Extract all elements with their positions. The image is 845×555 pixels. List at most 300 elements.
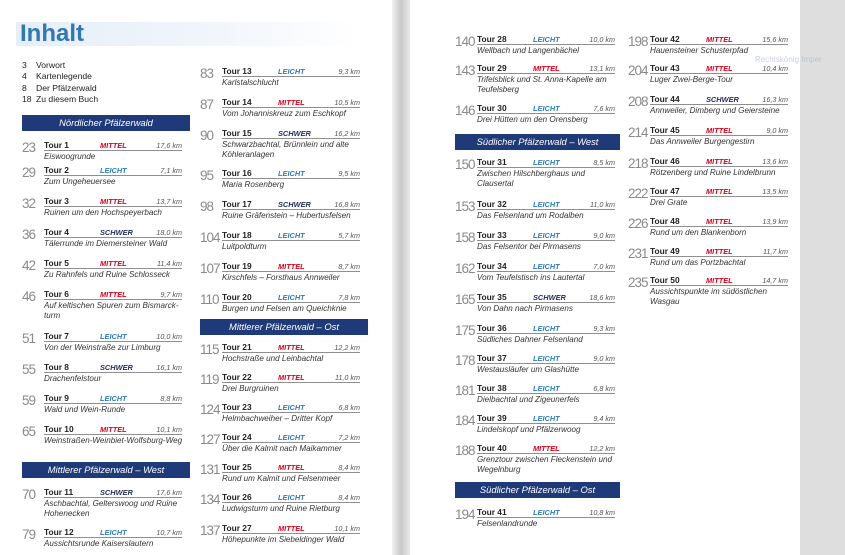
- tour-title: Tour 24: [222, 432, 252, 442]
- tour-page-number: 175: [455, 323, 475, 338]
- tour-page-number: 222: [628, 186, 648, 201]
- tour-entry[interactable]: [200, 401, 360, 429]
- tour-page-number: 87: [200, 97, 214, 112]
- tour-description: Ruinen um den Hochspeyerbach: [44, 207, 162, 217]
- tour-distance: 10,0 km: [156, 332, 182, 341]
- tour-description: Eiswoogrunde: [44, 151, 96, 161]
- tour-title: Tour 9: [44, 393, 69, 403]
- tour-entry[interactable]: [455, 382, 615, 410]
- tour-entry[interactable]: [455, 198, 615, 226]
- tour-entry[interactable]: [628, 33, 788, 61]
- tour-description: Grenztour zwischen Fleckenstein und Wegelnburg: [477, 454, 612, 474]
- tour-entry[interactable]: [455, 260, 615, 288]
- tour-title: Tour 1: [44, 140, 69, 150]
- difficulty-badge: MITTEL: [100, 140, 127, 150]
- tour-entry[interactable]: [22, 226, 182, 254]
- tour-page-number: 140: [455, 34, 475, 49]
- tour-page-number: 29: [22, 165, 36, 180]
- tour-description: Wellbach und Langenbächel: [477, 45, 580, 55]
- tour-distance: 9,0 km: [593, 231, 615, 240]
- tour-description: Ludwigsturm und Ruine Rietburg: [222, 503, 340, 513]
- tour-entry[interactable]: [200, 491, 360, 519]
- intro-label: Vorwort: [36, 60, 66, 70]
- tour-title: Tour 30: [477, 103, 507, 113]
- intro-page-number: 8: [22, 82, 27, 93]
- tour-title: Tour 25: [222, 462, 252, 472]
- section-header: Nördlicher Pfälzerwald: [22, 115, 190, 131]
- tour-title: Tour 19: [222, 261, 252, 271]
- difficulty-badge: SCHWER: [100, 487, 133, 497]
- tour-page-number: 134: [200, 492, 220, 507]
- tour-distance: 8,4 km: [338, 463, 360, 472]
- tour-description: Südliches Dahner Felsenland: [477, 334, 583, 344]
- tour-distance: 11,7 km: [762, 247, 788, 256]
- difficulty-badge: LEICHT: [278, 492, 305, 502]
- tour-entry[interactable]: [200, 371, 360, 399]
- tour-page-number: 137: [200, 523, 220, 538]
- page-title: Inhalt: [20, 20, 84, 47]
- intro-label: Zu diesem Buch: [36, 93, 99, 104]
- tour-page-number: 59: [22, 393, 36, 408]
- difficulty-badge: LEICHT: [100, 331, 127, 341]
- tour-entry[interactable]: [455, 322, 615, 350]
- tour-page-number: 208: [628, 94, 648, 109]
- tour-distance: 13,7 km: [156, 197, 182, 206]
- section-header: Südlicher Pfälzerwald – Ost: [455, 482, 620, 498]
- intro-label: Der Pfälzerwald: [36, 82, 97, 93]
- tour-page-number: 127: [200, 432, 220, 447]
- tour-distance: 9,4 km: [593, 414, 615, 423]
- tour-distance: 13,9 km: [762, 217, 788, 226]
- tour-description: Dielbachtal und Zigeunerfels: [477, 394, 580, 404]
- difficulty-badge: MITTEL: [706, 125, 733, 135]
- tour-distance: 6,8 km: [338, 403, 360, 412]
- tour-title: Tour 12: [44, 527, 74, 537]
- tour-entry[interactable]: [455, 412, 615, 440]
- tour-title: Tour 33: [477, 230, 507, 240]
- title-bar: [16, 22, 358, 46]
- tour-distance: 18,0 km: [156, 228, 182, 237]
- difficulty-badge: LEICHT: [533, 413, 560, 423]
- tour-title: Tour 27: [222, 523, 252, 533]
- tour-title: Tour 15: [222, 128, 252, 138]
- tour-entry[interactable]: [455, 291, 615, 319]
- tour-entry[interactable]: [200, 260, 360, 288]
- tour-description: Vom Teufelstisch ins Lautertal: [477, 272, 585, 282]
- intro-item[interactable]: [22, 71, 98, 82]
- intro-item[interactable]: [22, 60, 98, 71]
- tour-entry[interactable]: [22, 257, 182, 285]
- tour-title: Tour 17: [222, 199, 252, 209]
- tour-page-number: 124: [200, 402, 220, 417]
- tour-title: Tour 39: [477, 413, 507, 423]
- intro-list: [22, 60, 98, 105]
- tour-entry[interactable]: [22, 164, 182, 192]
- tour-description: Drei Hütten um den Orensberg: [477, 114, 588, 124]
- tour-page-number: 143: [455, 63, 475, 78]
- tour-title: Tour 6: [44, 289, 69, 299]
- tour-page-number: 42: [22, 258, 36, 273]
- tour-entry[interactable]: [628, 274, 788, 306]
- tour-entry[interactable]: [200, 461, 360, 489]
- tour-entry[interactable]: [22, 288, 182, 320]
- tour-description: Drachenfelstour: [44, 373, 102, 383]
- tour-title: Tour 48: [650, 216, 680, 226]
- tour-page-number: 32: [22, 196, 36, 211]
- tour-distance: 9,5 km: [338, 169, 360, 178]
- tour-page-number: 178: [455, 353, 475, 368]
- difficulty-badge: LEICHT: [100, 527, 127, 537]
- tour-description: Maria Rosenberg: [222, 179, 285, 189]
- tour-page-number: 90: [200, 128, 214, 143]
- tour-page-number: 119: [200, 372, 219, 387]
- tour-description: Aussichtspunkte im südöstlichen Wasgau: [650, 286, 767, 306]
- tour-description: Auf keltischen Spuren zum Bismarckturm: [44, 300, 179, 320]
- tour-page-number: 131: [200, 462, 220, 477]
- difficulty-badge: LEICHT: [533, 157, 560, 167]
- tour-distance: 10,5 km: [334, 98, 360, 107]
- tour-page-number: 107: [200, 261, 220, 276]
- tour-description: Vom Johanniskreuz zum Eschkopf: [222, 108, 346, 118]
- difficulty-badge: MITTEL: [706, 216, 733, 226]
- tour-entry[interactable]: [628, 62, 788, 90]
- tour-distance: 6,8 km: [593, 384, 615, 393]
- tour-page-number: 181: [455, 383, 475, 398]
- tour-entry[interactable]: [628, 124, 788, 152]
- tour-distance: 13,6 km: [762, 157, 788, 166]
- tour-title: Tour 16: [222, 168, 252, 178]
- difficulty-badge: MITTEL: [533, 63, 560, 73]
- difficulty-badge: LEICHT: [278, 432, 305, 442]
- tour-title: Tour 4: [44, 227, 69, 237]
- tour-title: Tour 22: [222, 372, 252, 382]
- tour-distance: 8,7 km: [338, 262, 360, 271]
- tour-page-number: 46: [22, 289, 36, 304]
- difficulty-badge: LEICHT: [278, 292, 305, 302]
- tour-entry[interactable]: [455, 62, 615, 94]
- tour-page-number: 235: [628, 275, 648, 290]
- tour-description: Das Felsenland um Rodalben: [477, 210, 584, 220]
- tour-page-number: 153: [455, 199, 475, 214]
- difficulty-badge: MITTEL: [706, 34, 733, 44]
- difficulty-badge: LEICHT: [278, 230, 305, 240]
- difficulty-badge: LEICHT: [100, 165, 127, 175]
- difficulty-badge: LEICHT: [533, 230, 560, 240]
- difficulty-badge: MITTEL: [278, 523, 305, 533]
- tour-page-number: 162: [455, 261, 475, 276]
- tour-distance: 5,7 km: [338, 231, 360, 240]
- difficulty-badge: SCHWER: [278, 128, 311, 138]
- tour-page-number: 226: [628, 216, 648, 231]
- difficulty-badge: LEICHT: [533, 507, 560, 517]
- tour-description: Felsenlandrunde: [477, 518, 538, 528]
- tour-page-number: 55: [22, 362, 36, 377]
- tour-title: Tour 20: [222, 292, 252, 302]
- tour-entry[interactable]: [22, 195, 182, 223]
- difficulty-badge: LEICHT: [533, 383, 560, 393]
- tour-page-number: 65: [22, 424, 36, 439]
- tour-title: Tour 21: [222, 342, 252, 352]
- tour-entry[interactable]: [455, 156, 615, 188]
- tour-entry[interactable]: [200, 522, 360, 550]
- tour-description: Wald und Wein-Runde: [44, 404, 126, 414]
- tour-distance: 10,1 km: [156, 425, 182, 434]
- tour-description: Zu Rahnfels und Ruine Schlosseck: [44, 269, 170, 279]
- difficulty-badge: MITTEL: [533, 443, 560, 453]
- tour-description: Rund um das Portzbachtal: [650, 257, 746, 267]
- tour-distance: 10,1 km: [334, 524, 360, 533]
- tour-description: Drei Burgruinen: [222, 383, 279, 393]
- tour-entry[interactable]: [455, 33, 615, 61]
- tour-title: Tour 11: [44, 487, 74, 497]
- tour-page-number: 95: [200, 168, 214, 183]
- difficulty-badge: LEICHT: [533, 353, 560, 363]
- intro-item[interactable]: [22, 83, 98, 94]
- tour-page-number: 83: [200, 66, 214, 81]
- tour-description: Tälerrunde im Diemersteiner Wald: [44, 238, 168, 248]
- tour-distance: 9,0 km: [766, 126, 788, 135]
- tour-distance: 9,3 km: [593, 324, 615, 333]
- difficulty-badge: LEICHT: [533, 199, 560, 209]
- tour-distance: 15,6 km: [762, 35, 788, 44]
- tour-distance: 9,7 km: [160, 290, 182, 299]
- difficulty-badge: MITTEL: [100, 258, 127, 268]
- difficulty-badge: MITTEL: [278, 462, 305, 472]
- tour-distance: 16,1 km: [156, 363, 182, 372]
- tour-description: Westausläufer um Glashütte: [477, 364, 579, 374]
- tour-distance: 18,6 km: [589, 293, 615, 302]
- tour-page-number: 150: [455, 157, 475, 172]
- tour-page-number: 165: [455, 292, 475, 307]
- tour-description: Schwarzbachtal, Brünnlein und alte Köhleranlagen: [222, 139, 349, 159]
- tour-title: Tour 7: [44, 331, 69, 341]
- tour-entry[interactable]: [455, 352, 615, 380]
- difficulty-badge: LEICHT: [533, 323, 560, 333]
- tour-description: Luitpoldturm: [222, 241, 267, 251]
- difficulty-badge: MITTEL: [706, 246, 733, 256]
- tour-description: Zwischen Hilschberghaus und Clausertal: [477, 168, 585, 188]
- tour-description: Von Dahn nach Pirmasens: [477, 303, 573, 313]
- tour-title: Tour 47: [650, 186, 680, 196]
- tour-entry[interactable]: [22, 526, 182, 554]
- tour-page-number: 36: [22, 227, 36, 242]
- tour-description: Rund um den Blankenborn: [650, 227, 747, 237]
- tour-page-number: 188: [455, 443, 475, 458]
- tour-page-number: 115: [200, 342, 219, 357]
- tour-title: Tour 42: [650, 34, 680, 44]
- tour-title: Tour 36: [477, 323, 507, 333]
- tour-description: Hochstraße und Leinbachtal: [222, 353, 324, 363]
- tour-description: Von der Weinstraße zur Limburg: [44, 342, 161, 352]
- difficulty-badge: MITTEL: [278, 261, 305, 271]
- difficulty-badge: MITTEL: [100, 424, 127, 434]
- tour-title: Tour 45: [650, 125, 680, 135]
- tour-distance: 12,2 km: [589, 444, 615, 453]
- tour-entry[interactable]: [455, 229, 615, 257]
- tour-title: Tour 26: [222, 492, 252, 502]
- tour-entry[interactable]: [455, 442, 615, 474]
- tour-page-number: 198: [628, 34, 648, 49]
- tour-title: Tour 28: [477, 34, 507, 44]
- tour-description: Das Annweiler Burgengestirn: [650, 136, 755, 146]
- tour-entry[interactable]: [200, 229, 360, 257]
- tour-distance: 7,0 km: [593, 262, 615, 271]
- section-header: Mittlerer Pfälzerwald – West: [22, 462, 190, 478]
- tour-distance: 12,2 km: [334, 343, 360, 352]
- tour-distance: 8,8 km: [160, 394, 182, 403]
- left-page: [0, 0, 392, 555]
- tour-entry[interactable]: [455, 506, 615, 534]
- tour-title: Tour 5: [44, 258, 69, 268]
- intro-item[interactable]: [22, 94, 98, 105]
- ghost-watermark-text: Rechtskönig Imper: [755, 55, 822, 64]
- tour-description: Rund um Kalmit und Felsenmeer: [222, 473, 341, 483]
- tour-entry[interactable]: [628, 155, 788, 183]
- tour-distance: 16,8 km: [334, 200, 360, 209]
- tour-entry[interactable]: [200, 96, 360, 124]
- tour-title: Tour 31: [477, 157, 507, 167]
- tour-title: Tour 14: [222, 97, 252, 107]
- tour-distance: 10,7 km: [156, 528, 182, 537]
- tour-title: Tour 35: [477, 292, 507, 302]
- tour-title: Tour 41: [477, 507, 507, 517]
- tour-entry[interactable]: [200, 198, 360, 226]
- section-header: Mittlerer Pfälzerwald – Ost: [200, 319, 368, 335]
- tour-page-number: 194: [455, 507, 475, 522]
- difficulty-badge: LEICHT: [533, 34, 560, 44]
- tour-entry[interactable]: [200, 167, 360, 195]
- difficulty-badge: MITTEL: [278, 372, 305, 382]
- difficulty-badge: LEICHT: [533, 261, 560, 271]
- difficulty-badge: MITTEL: [100, 289, 127, 299]
- tour-entry[interactable]: [628, 93, 788, 121]
- tour-description: Drei Grate: [650, 197, 688, 207]
- tour-title: Tour 49: [650, 246, 680, 256]
- tour-distance: 10,0 km: [589, 35, 615, 44]
- difficulty-badge: SCHWER: [100, 227, 133, 237]
- tour-title: Tour 32: [477, 199, 507, 209]
- tour-description: Rötzenberg und Ruine Lindelbrunn: [650, 167, 776, 177]
- tour-title: Tour 44: [650, 94, 680, 104]
- tour-title: Tour 2: [44, 165, 69, 175]
- tour-distance: 7,1 km: [160, 166, 182, 175]
- tour-title: Tour 13: [222, 66, 252, 76]
- tour-description: Zum Ungeheuersee: [44, 176, 116, 186]
- tour-entry[interactable]: [628, 245, 788, 273]
- tour-entry[interactable]: [628, 215, 788, 243]
- tour-description: Lindelskopf und Pfälzerwoog: [477, 424, 581, 434]
- difficulty-badge: SCHWER: [278, 199, 311, 209]
- tour-page-number: 104: [200, 230, 220, 245]
- tour-title: Tour 34: [477, 261, 507, 271]
- difficulty-badge: SCHWER: [533, 292, 566, 302]
- book-gutter: [392, 0, 410, 555]
- intro-page-number: 3: [22, 60, 27, 70]
- tour-entry[interactable]: [200, 127, 360, 159]
- tour-entry[interactable]: [22, 423, 182, 451]
- tour-description: Aschbachtal, Gelterswoog und Ruine Hohenecken: [44, 498, 178, 518]
- tour-description: Helmbachweiher – Dritter Kopf: [222, 413, 333, 423]
- tour-distance: 8,4 km: [338, 493, 360, 502]
- tour-distance: 11,0 km: [589, 200, 615, 209]
- tour-title: Tour 46: [650, 156, 680, 166]
- tour-entry[interactable]: [22, 330, 182, 358]
- tour-description: Burgen und Felsen am Queichknie: [222, 303, 347, 313]
- tour-title: Tour 23: [222, 402, 252, 412]
- difficulty-badge: LEICHT: [278, 402, 305, 412]
- tour-description: Das Felsentor bei Pirmasens: [477, 241, 581, 251]
- tour-distance: 13,5 km: [762, 187, 788, 196]
- tour-entry[interactable]: [22, 361, 182, 389]
- tour-page-number: 158: [455, 230, 475, 245]
- tour-description: Luger Zwei-Berge-Tour: [650, 74, 733, 84]
- tour-description: Annweiler, Dimberg und Geiersteine: [650, 105, 780, 115]
- tour-description: Ruine Gräfenstein – Hubertusfelsen: [222, 210, 351, 220]
- tour-page-number: 204: [628, 63, 648, 78]
- tour-page-number: 110: [200, 292, 219, 307]
- tour-entry[interactable]: [628, 185, 788, 213]
- tour-page-number: 214: [628, 125, 648, 140]
- tour-distance: 16,2 km: [334, 129, 360, 138]
- tour-distance: 11,4 km: [156, 259, 182, 268]
- tour-description: Karlstalschlucht: [222, 77, 279, 87]
- tour-title: Tour 37: [477, 353, 507, 363]
- tour-entry[interactable]: [22, 139, 182, 167]
- tour-entry[interactable]: [200, 65, 360, 93]
- tour-title: Tour 3: [44, 196, 69, 206]
- tour-entry[interactable]: [455, 102, 615, 130]
- tour-title: Tour 10: [44, 424, 74, 434]
- difficulty-badge: LEICHT: [100, 393, 127, 403]
- tour-entry[interactable]: [200, 341, 360, 369]
- difficulty-badge: MITTEL: [278, 342, 305, 352]
- intro-page-number: 18: [22, 93, 32, 104]
- difficulty-badge: MITTEL: [706, 275, 733, 285]
- tour-title: Tour 38: [477, 383, 507, 393]
- tour-page-number: 98: [200, 199, 214, 214]
- difficulty-badge: SCHWER: [100, 362, 133, 372]
- tour-description: Aussichtsrunde Kaiserslautern: [44, 538, 154, 548]
- tour-entry[interactable]: [200, 431, 360, 459]
- section-header: Südlicher Pfälzerwald – West: [455, 134, 620, 150]
- tour-entry[interactable]: [200, 291, 360, 319]
- tour-description: Trifelsblick und St. Anna-Kapelle am Teufelsberg: [477, 74, 607, 94]
- intro-label: Kartenlegende: [36, 71, 92, 82]
- tour-description: Weinstraßen-Weinbiet-Wolfsburg-Weg: [44, 435, 183, 445]
- tour-entry[interactable]: [22, 486, 182, 518]
- right-page: [410, 0, 822, 555]
- tour-title: Tour 40: [477, 443, 507, 453]
- tour-description: Höhepunkte im Siebeldinger Wald: [222, 534, 345, 544]
- tour-page-number: 184: [455, 413, 475, 428]
- tour-distance: 14,7 km: [762, 276, 788, 285]
- tour-title: Tour 50: [650, 275, 680, 285]
- tour-distance: 7,6 km: [593, 104, 615, 113]
- difficulty-badge: MITTEL: [706, 156, 733, 166]
- tour-entry[interactable]: [22, 392, 182, 420]
- difficulty-badge: MITTEL: [100, 196, 127, 206]
- tour-title: Tour 8: [44, 362, 69, 372]
- tour-title: Tour 18: [222, 230, 252, 240]
- tour-distance: 9,3 km: [338, 67, 360, 76]
- tour-distance: 10,4 km: [762, 64, 788, 73]
- tour-page-number: 23: [22, 140, 36, 155]
- tour-distance: 17,6 km: [156, 141, 182, 150]
- difficulty-badge: MITTEL: [278, 97, 305, 107]
- tour-page-number: 51: [22, 331, 36, 346]
- difficulty-badge: LEICHT: [278, 168, 305, 178]
- tour-distance: 10,8 km: [589, 508, 615, 517]
